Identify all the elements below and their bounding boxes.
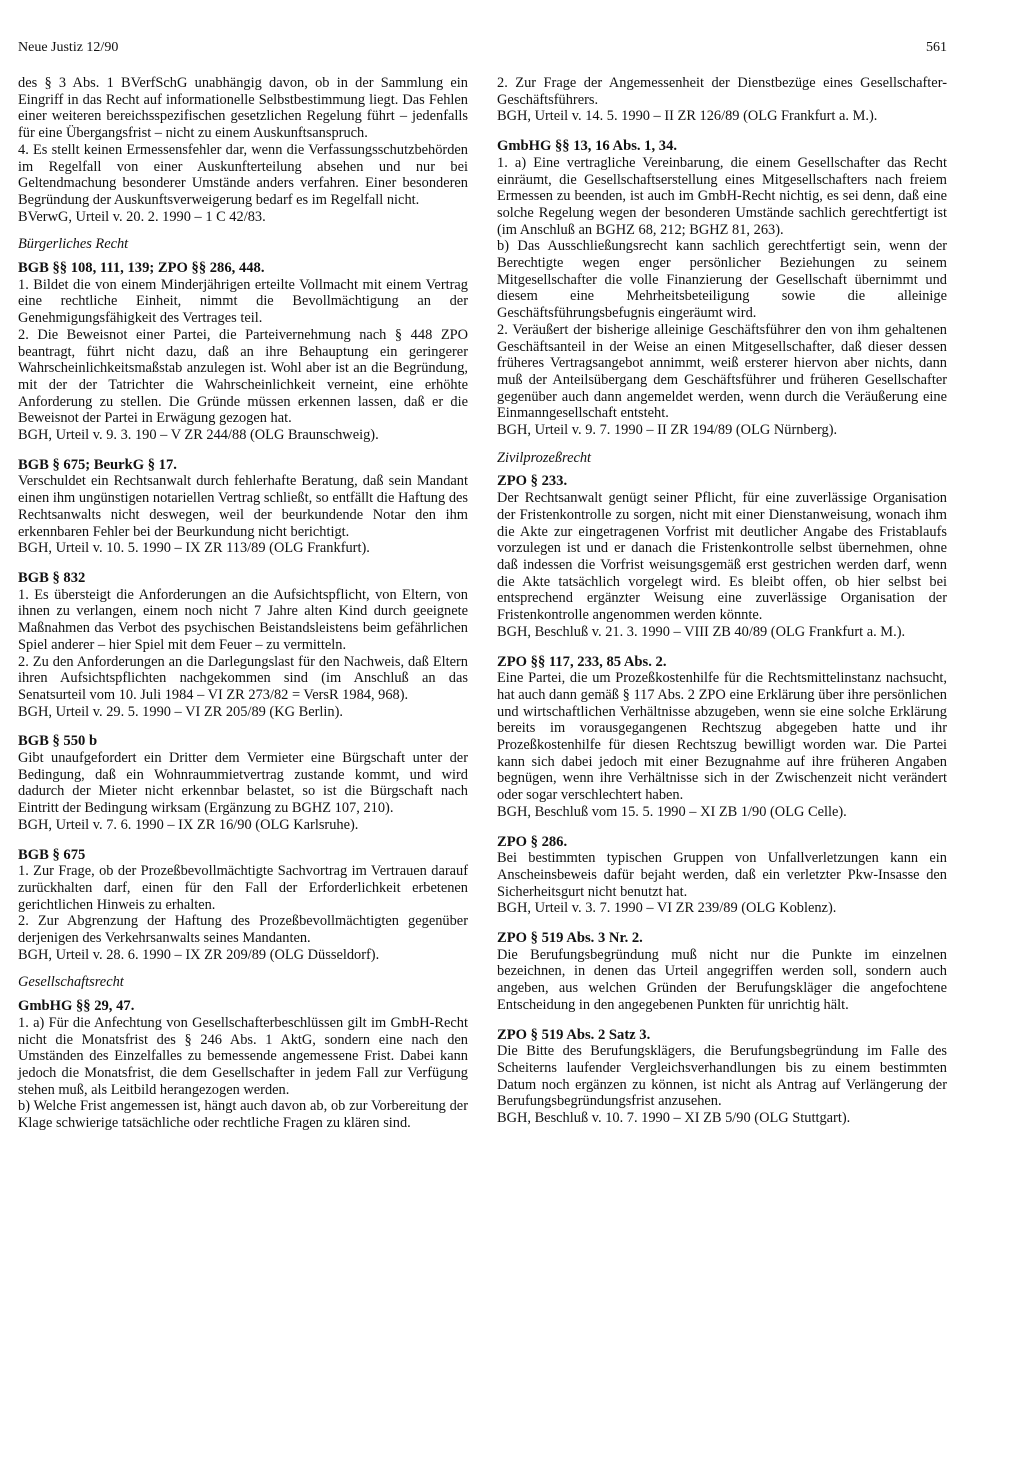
- paragraph: 4. Es stellt keinen Ermessensfehler dar, wenn die Verfassungsschutzbehörden im Regelfall von einer Auskunfterteilung absehen und nur bei Geltendmachung besonderer Umstände anders verfahren. Einer besonderen Begründung der Auskunftsverweigerung bedarf es im Regelfall nicht.: [18, 141, 468, 208]
- paragraph: b) Das Ausschließungsrecht kann sachlich gerechtfertigt sein, wenn der Berechtigte wegen enger persönlicher Beziehungen zu seinem Mitgesellschafter die volle Finanzierung der Gesellschaft übernimmt und diesem eine Mehrheitsbeteiligung sowie die alleinige Geschäftsführungsbefugnis eingeräumt wird.: [497, 238, 947, 322]
- decision-heading: BGB § 832: [18, 569, 86, 586]
- paragraph: 2. Zur Abgrenzung der Haftung des Prozeßbevollmächtigten gegenüber derjenigen des Verkehrsanwalts seines Mandanten.: [18, 913, 468, 947]
- page-number: 561: [926, 40, 947, 55]
- decision-heading: GmbHG §§ 13, 16 Abs. 1, 34.: [497, 138, 678, 155]
- decision-heading: GmbHG §§ 29, 47.: [18, 998, 135, 1015]
- decision-heading: BGB §§ 108, 111, 139; ZPO §§ 286, 448.: [18, 260, 265, 277]
- section-title-zivilprozessrecht: Zivilprozeßrecht: [497, 449, 592, 466]
- paragraph: 2. Veräußert der bisherige alleinige Geschäftsführer den von ihm gehaltenen Geschäftsanteil in der Weise an einen Mitgesellschafter, daß dieser dessen früheres Vertragsangebot annimmt, weiß ersterer hiervon aber nichts, dann muß der Anteilsübergang dem Geschäftsführer und früheren Gesellschafter gegenüber auch dann angemeldet werden, wenn durch die Veräußerung eine Einmanngesellschaft entsteht.: [497, 321, 947, 422]
- decision-heading: ZPO § 233.: [497, 473, 568, 490]
- section-title-buergerliches-recht: Bürgerliches Recht: [18, 236, 129, 253]
- paragraph: Der Rechtsanwalt genügt seiner Pflicht, für eine zuverlässige Organisation der Fristenkontrolle zu sorgen, nicht mit einer Dienstanweisung, wonach ihm die Akte zur eingetragenen Vorfrist mit deutlicher Angabe des Fristablaufs vorzulegen ist und er danach die Fristenkontrolle selbst übernehmen, ohne daß indessen die Vorfrist weisungsgemäß erst gestrichen werden darf, wenn die Akte tatsächlich vorgelegt wird. Es bleibt offen, ob hier selbst bei entsprechend ergänzter Weisung eine zuverlässige Organisation der Fristenkontrolle angenommen werden könnte.: [497, 490, 947, 624]
- left-column: [18, 75, 468, 1132]
- decision-heading: ZPO § 519 Abs. 2 Satz 3.: [497, 1026, 651, 1043]
- paragraph: Bei bestimmten typischen Gruppen von Unfallverletzungen kann ein Anscheinsbeweis dafür bejaht werden, daß ein verletzter Pkw-Insasse den Sicherheitsgurt nicht benutzt hat.: [497, 850, 947, 900]
- paragraph: 1. a) Für die Anfechtung von Gesellschafterbeschlüssen gilt im GmbH-Recht nicht die Monatsfrist des § 246 Abs. 1 AktG, sondern eine nach den Umständen des Einzelfalles zu bemessende angemessene Frist. Dabei kann jedoch die Monatsfrist, die dem Gesellschafter in jedem Fall zur Verfügung stehen muß, als Leitbild herangezogen werden.: [18, 1014, 468, 1098]
- decision-heading: ZPO § 286.: [497, 833, 568, 850]
- paragraph: 1. Es übersteigt die Anforderungen an die Aufsichtspflicht, von Eltern, von ihnen zu verlangen, einem noch nicht 7 Jahre alten Kind durch geeignete Maßnahmen das Verbot des psychischen Beistandsleistens beim gefährlichen Spiel anderer – hier Spiel mit dem Feuer – zu vermitteln.: [18, 586, 468, 653]
- citation: BGH, Urteil v. 9. 3. 190 – V ZR 244/88 (OLG Braunschweig).: [18, 427, 379, 444]
- paragraph: des § 3 Abs. 1 BVerfSchG unabhängig davon, ob in der Sammlung ein Eingriff in das Recht auf informationelle Selbstbestimmung liegt. Das Fehlen einer weiteren bereichsspezifischen gesetzlichen Regelung führt – jedenfalls für eine Übergangsfrist – nicht zu einem Auskunftsanspruch.: [18, 75, 468, 142]
- paragraph: Verschuldet ein Rechtsanwalt durch fehlerhafte Beratung, daß sein Mandant einen ihm ungünstigen notariellen Vertrag schließt, so entfällt die Haftung des Rechtsanwalts nicht deswegen, weil der beurkundende Notar den ihm erkennbaren Fehler bei der Beurkundung nicht berichtigt.: [18, 473, 468, 540]
- decision-heading: BGB § 550 b: [18, 733, 98, 750]
- citation: BGH, Urteil v. 9. 7. 1990 – II ZR 194/89 (OLG Nürnberg).: [497, 422, 838, 439]
- journal-title: Neue Justiz 12/90: [18, 40, 119, 55]
- paragraph: Die Berufungsbegründung muß nicht nur die Punkte im einzelnen bezeichnen, in denen das Urteil angegriffen werden soll, sondern auch angeben, aus welchen Gründen der Berufungskläger die angefochtene Entscheidung in den angegebenen Punkten für unrichtig hält.: [497, 946, 947, 1013]
- citation: BVerwG, Urteil v. 20. 2. 1990 – 1 C 42/83.: [18, 208, 266, 225]
- citation: BGH, Beschluß vom 15. 5. 1990 – XI ZB 1/90 (OLG Celle).: [497, 803, 847, 820]
- section-title-gesellschaftsrecht: Gesellschaftsrecht: [18, 974, 124, 991]
- decision-heading: ZPO § 519 Abs. 3 Nr. 2.: [497, 930, 643, 947]
- citation: BGH, Urteil v. 28. 6. 1990 – IX ZR 209/89 (OLG Düsseldorf).: [18, 946, 380, 963]
- paragraph: 1. Zur Frage, ob der Prozeßbevollmächtigte Sachvortrag im Vertrauen darauf zurückhalten darf, einen für den Fall der Erforderlichkeit erbetenen gerichtlichen Hinweis zu erhalten.: [18, 863, 468, 913]
- citation: BGH, Urteil v. 29. 5. 1990 – VI ZR 205/89 (KG Berlin).: [18, 703, 343, 720]
- paragraph: Die Bitte des Berufungsklägers, die Berufungsbegründung im Falle des Scheiterns laufender Vergleichsverhandlungen bis zu einem bestimmten Datum noch ergänzen zu können, ist nicht als Antrag auf Verlängerung der Berufungsbegründungsfrist anzusehen.: [497, 1043, 947, 1110]
- citation: BGH, Urteil v. 7. 6. 1990 – IX ZR 16/90 (OLG Karlsruhe).: [18, 816, 359, 833]
- right-column: [497, 75, 947, 1127]
- paragraph: 2. Zur Frage der Angemessenheit der Dienstbezüge eines Gesellschafter-Geschäftsführers.: [497, 75, 947, 108]
- decision-heading: BGB § 675; BeurkG § 17.: [18, 456, 177, 473]
- paragraph: b) Welche Frist angemessen ist, hängt auch davon ab, ob zur Vorbereitung der Klage schwierige tatsächliche oder rechtliche Fragen zu klären sind.: [18, 1098, 468, 1132]
- citation: BGH, Urteil v. 3. 7. 1990 – VI ZR 239/89 (OLG Koblenz).: [497, 900, 837, 917]
- paragraph: 1. Bildet die von einem Minderjährigen erteilte Vollmacht mit einem Vertrag eine rechtliche Einheit, nimmt die Bevollmächtigung an der Genehmigungsfähigkeit des Vertrages teil.: [18, 276, 468, 327]
- paragraph: 2. Die Beweisnot einer Partei, die Parteivernehmung nach § 448 ZPO beantragt, führt nicht dazu, daß an ihre Behauptung ein geringerer Wahrscheinlichkeitsmaßstab anzulegen ist. Wohl aber ist an die Begründung, mit der der Tatrichter die Wahrscheinlichkeit verneint, eine erhöhte Anforderung zu stellen. Die Gründe müssen erkennen lassen, daß er die Beweisnot der Partei in Erwägung gezogen hat.: [18, 326, 468, 427]
- paragraph: 1. a) Eine vertragliche Vereinbarung, die einem Gesellschafter das Recht einräumt, die Gesellschaftserstellung eines Mitgesellschafters nach freiem Ermessen zu beenden, ist auch im GmbH-Recht nichtig, es sei denn, daß eine solche Regelung wegen der besonderen Umstände sachlich gerechtfertigt ist (im Anschluß an BGHZ 68, 212; BGHZ 81, 263).: [497, 154, 947, 238]
- citation: BGH, Urteil v. 10. 5. 1990 – IX ZR 113/89 (OLG Frankfurt).: [18, 540, 370, 557]
- decision-heading: BGB § 675: [18, 846, 86, 863]
- citation: BGH, Beschluß v. 21. 3. 1990 – VIII ZB 40/89 (OLG Frankfurt a. M.).: [497, 623, 906, 640]
- paragraph: 2. Zu den Anforderungen an die Darlegungslast für den Nachweis, daß Eltern ihren Aufsichtspflichten nachgekommen sind (im Anschluß an das Senatsurteil vom 10. Juli 1984 – VI ZR 273/82 = VersR 1984, 968).: [18, 653, 468, 703]
- citation: BGH, Beschluß v. 10. 7. 1990 – XI ZB 5/90 (OLG Stuttgart).: [497, 1110, 851, 1127]
- decision-heading: ZPO §§ 117, 233, 85 Abs. 2.: [497, 653, 667, 670]
- paragraph: Gibt unaufgefordert ein Dritter dem Vermieter eine Bürgschaft unter der Bedingung, daß ein Wohnraummietvertrag zustande kommt, und wird dadurch der Mieter nicht erkennbar belastet, so ist die Bürgschaft nach Eintritt der Bedingung wirksam (Ergänzung zu BGHZ 107, 210).: [18, 750, 468, 817]
- citation: BGH, Urteil v. 14. 5. 1990 – II ZR 126/89 (OLG Frankfurt a. M.).: [497, 108, 878, 125]
- paragraph: Eine Partei, die um Prozeßkostenhilfe für die Rechtsmittelinstanz nachsucht, hat auch dann gemäß § 117 Abs. 2 ZPO eine Erklärung über ihre persönlichen und wirtschaftlichen Verhältnisse abzugeben, wenn sie eine solche Erklärung bereits im vorausgegangenen Rechtszug abgegeben hatte und ihr Prozeßkostenhilfe für diesen Rechtszug bewilligt worden war. Die Partei kann sich dabei jedoch mit einer Bezugnahme auf ihre früheren Angaben begnügen, wenn ihre Verhältnisse sich in der Zwischenzeit nicht verändert oder sogar verschlechtert haben.: [497, 670, 947, 804]
- page-header: [18, 38, 947, 58]
